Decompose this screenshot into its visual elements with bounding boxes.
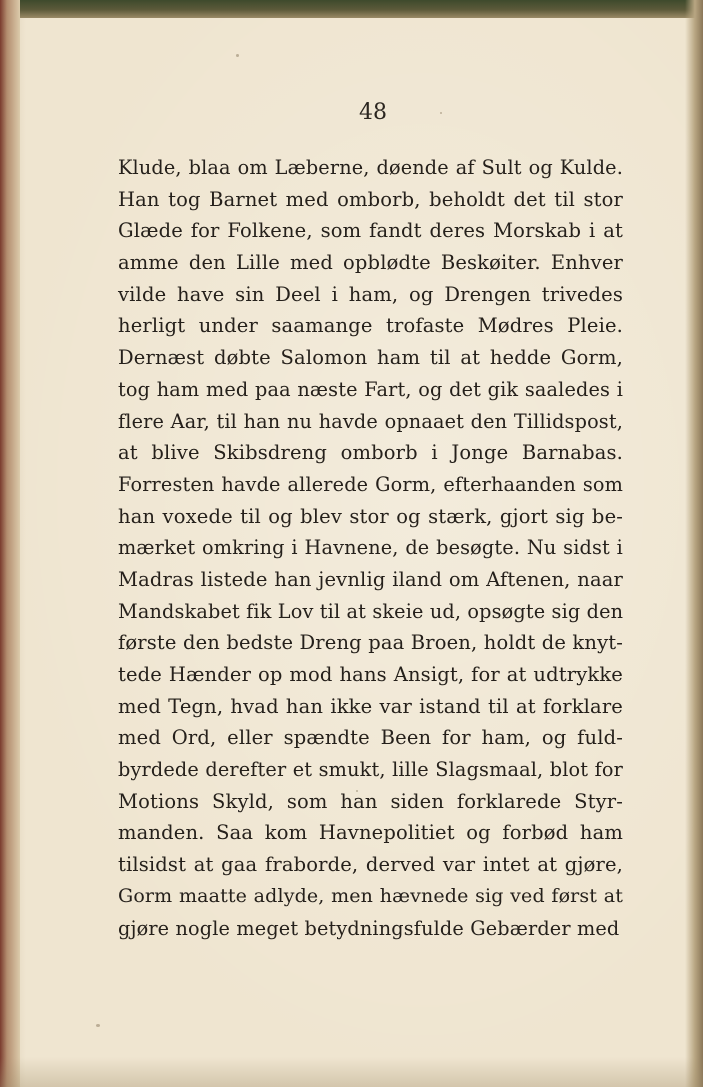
page-top-edge [0,0,703,18]
text-line: at blive Skibsdreng omborb i Jonge Barnabas. [118,441,623,465]
text-line: Klude, blaa om Læberne, døende af Sult og Kulde. [118,156,623,179]
body-text [118,152,623,944]
paper-speck [236,54,239,57]
text-line: herligt under saamange trofaste Mødres Pleie. [118,314,623,338]
text-line: Dernæst døbte Salomon ham til at hedde Gorm, [118,346,623,370]
text-line: Han tog Barnet med omborb, beholdt det til stor [118,187,623,211]
text-line: tilsidst at gaa fraborde, derved var intet at gjøre, [118,853,623,877]
page-right-edge [685,0,703,1087]
text-line: tog ham med paa næste Fart, og det gik saaledes i [118,377,623,401]
text-line: byrdede derefter et smukt, lille Slagsmaal, blot for [118,758,623,782]
text-line: mærket omkring i Havnene, de besøgte. Nu sidst i [118,536,623,560]
text-line: med Tegn, hvad han ikke var istand til at forklare [118,694,623,718]
paper-speck [96,1024,100,1027]
text-line: gjøre nogle meget betydningsfulde Gebærder med [118,916,620,940]
text-line: første den bedste Dreng paa Broen, holdt de knyt- [118,631,623,655]
page-number: 48 [359,100,387,125]
text-line: Motions Skyld, som han siden forklarede Styr- [118,789,623,813]
text-line: Mandskabet fik Lov til at skeie ud, opsøgte sig den [118,599,624,623]
page-left-binding-edge [0,0,20,1087]
page-bottom-shadow [0,1057,703,1087]
text-line: Madras listede han jevnlig iland om Aftenen, naar [118,567,623,591]
text-line: han voxede til og blev stor og stærk, gjort sig be- [118,504,623,528]
text-line: vilde have sin Deel i ham, og Drengen trivedes [118,282,623,306]
text-line: med Ord, eller spændte Been for ham, og fuld- [118,726,623,750]
text-line: tede Hænder op mod hans Ansigt, for at udtrykke [118,663,623,686]
text-line: Forresten havde allerede Gorm, efterhaanden som [118,472,623,496]
text-line: manden. Saa kom Havnepolitiet og forbød ham [118,821,623,845]
text-line: amme den Lille med opblødte Beskøiter. Enhver [118,251,623,275]
text-line: Glæde for Folkene, som fandt deres Morskab i at [118,219,623,243]
text-line: Gorm maatte adlyde, men hævnede sig ved først at [118,884,623,907]
text-line: flere Aar, til han nu havde opnaaet den Tillidspost, [118,409,623,433]
